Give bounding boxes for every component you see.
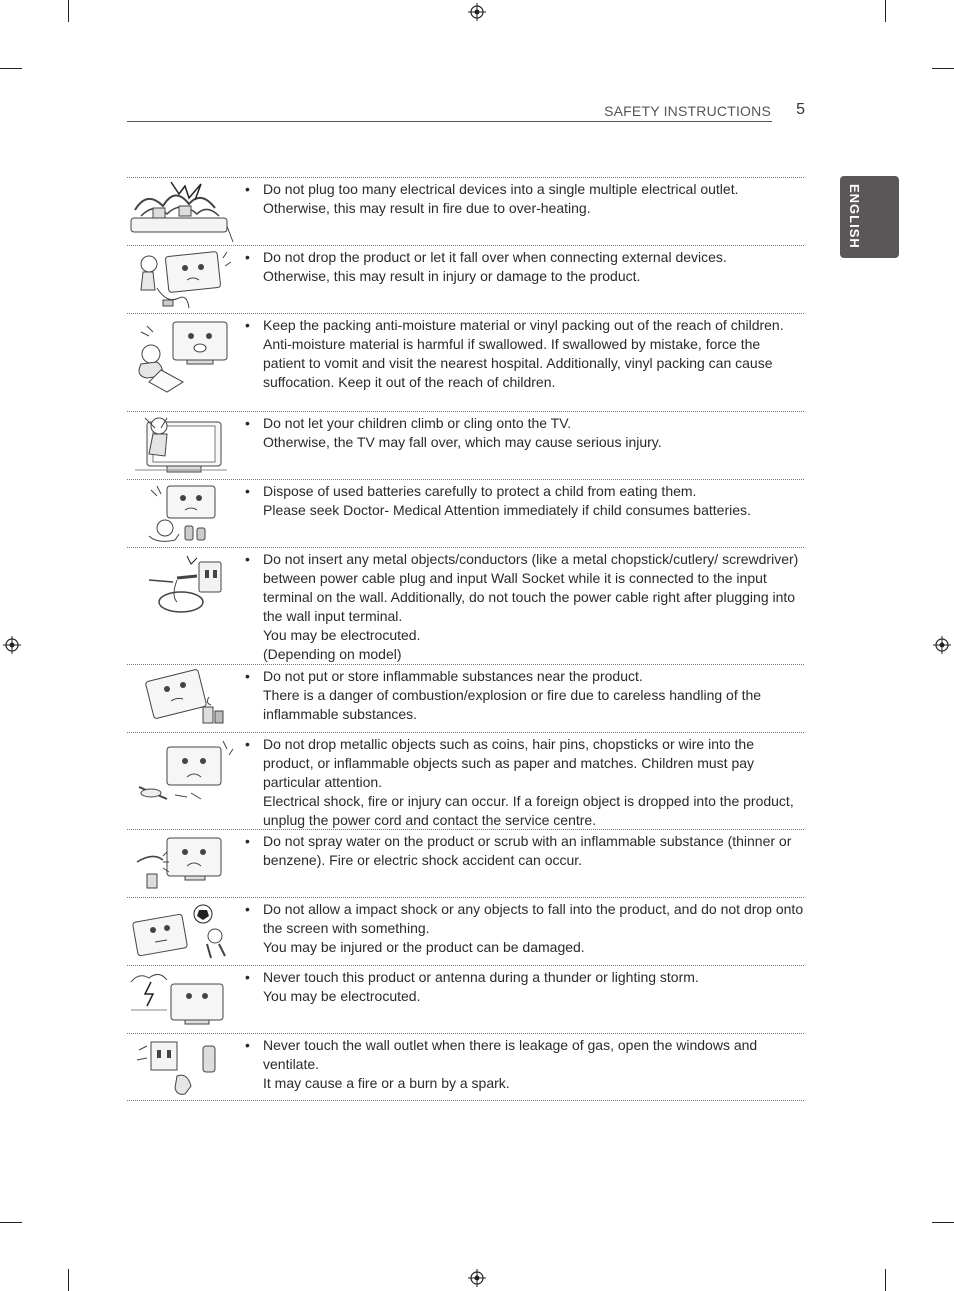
list-item	[127, 664, 804, 732]
metal-object-socket-icon	[127, 550, 234, 620]
bullet: •	[245, 1037, 250, 1053]
bullet: •	[245, 901, 250, 917]
instruction-line: Do not plug too many electrical devices into a single multiple electrical outlet.	[263, 181, 739, 197]
list-item	[127, 245, 804, 313]
list-item	[127, 829, 804, 897]
bullet: •	[245, 483, 250, 499]
instruction-line: Dispose of used batteries carefully to protect a child from eating them.	[263, 483, 697, 499]
list-item	[127, 965, 804, 1033]
list-item	[127, 547, 804, 664]
instruction-text	[245, 735, 805, 830]
child-batteries-icon	[127, 482, 234, 546]
instruction-line: Otherwise, the TV may fall over, which may cause serious injury.	[263, 434, 662, 450]
registration-mark-icon	[468, 3, 486, 21]
crop-mark	[932, 1222, 954, 1223]
registration-mark-icon	[933, 636, 951, 654]
instruction-line: Do not put or store inflammable substances near the product.	[263, 668, 643, 684]
bullet: •	[245, 668, 250, 684]
crop-mark	[885, 0, 886, 22]
crop-mark	[885, 1269, 886, 1291]
crop-mark	[0, 1222, 22, 1223]
flammable-substances-icon	[127, 667, 234, 731]
crop-mark	[0, 68, 22, 69]
list-item	[127, 479, 804, 547]
language-tab	[840, 176, 899, 258]
instruction-line: Do not drop the product or let it fall over when connecting external devices.	[263, 249, 727, 265]
thunderstorm-icon	[127, 968, 234, 1032]
instruction-line: Do not let your children climb or cling onto the TV.	[263, 415, 572, 431]
section-title: SAFETY INSTRUCTIONS	[604, 103, 771, 119]
list-item	[127, 897, 804, 965]
instruction-line: It may cause a fire or a burn by a spark.	[263, 1075, 510, 1091]
instruction-line: There is a danger of combustion/explosion or fire due to careless handling of the inflammable substances.	[263, 687, 762, 722]
page-number: 5	[796, 101, 805, 118]
instruction-line: Otherwise, this may result in fire due to over-heating.	[263, 200, 591, 216]
instruction-line: Do not drop metallic objects such as coins, hair pins, chopsticks or wire into the product, or inflammable objects such as paper and matches. Children must pay particular attention.	[263, 736, 755, 790]
instruction-text	[245, 550, 805, 664]
instruction-line: Do not allow a impact shock or any objects to fall into the product, and do not drop onto the screen with something.	[263, 901, 804, 936]
child-packing-material-icon	[127, 316, 234, 396]
instruction-line: (Depending on model)	[263, 646, 402, 662]
instruction-text	[245, 482, 805, 520]
instruction-line: Electrical shock, fire or injury can occur. If a foreign object is dropped into the product, unplug the power cord and contact the service centre.	[263, 793, 794, 828]
tv-falling-cable-icon	[127, 248, 234, 312]
metallic-objects-drop-icon	[127, 735, 234, 809]
registration-mark-icon	[3, 636, 21, 654]
instruction-text	[245, 968, 805, 1006]
safety-instructions-list	[127, 177, 804, 1101]
registration-mark-icon	[468, 1269, 486, 1287]
instruction-text	[245, 248, 805, 286]
instruction-line: You may be electrocuted.	[263, 627, 421, 643]
instruction-line: You may be electrocuted.	[263, 988, 421, 1004]
instruction-text	[245, 180, 805, 218]
language-tab-label: ENGLISH	[847, 184, 862, 249]
instruction-line: Please seek Doctor- Medical Attention immediately if child consumes batteries.	[263, 502, 751, 518]
gas-leak-outlet-icon	[127, 1036, 234, 1100]
bullet: •	[245, 181, 250, 197]
crop-mark	[932, 68, 954, 69]
instruction-line: Never touch the wall outlet when there is leakage of gas, open the windows and ventilate.	[263, 1037, 758, 1072]
instruction-text	[245, 316, 805, 392]
list-item	[127, 177, 804, 245]
impact-ball-icon	[127, 900, 234, 964]
crop-mark	[68, 0, 69, 22]
instruction-text	[245, 1036, 805, 1093]
instruction-line: Do not insert any metal objects/conductors (like a metal chopstick/cutlery/ screwdriver) between power cable plug and input Wall Socket while it is connected to the input terminal on the wall. Additionally, do not touch the power cable right after plugging into the wall input terminal.	[263, 551, 799, 624]
list-item	[127, 1033, 804, 1101]
instruction-text	[245, 414, 805, 452]
instruction-line: You may be injured or the product can be damaged.	[263, 939, 585, 955]
water-spray-icon	[127, 832, 234, 896]
instruction-text	[245, 900, 805, 957]
child-climbing-tv-icon	[127, 414, 234, 478]
instruction-line: Do not spray water on the product or scrub with an inflammable substance (thinner or benzene). Fire or electric shock accident can occur.	[263, 833, 792, 868]
bullet: •	[245, 415, 250, 431]
instruction-line: Keep the packing anti-moisture material or vinyl packing out of the reach of children.	[263, 317, 784, 333]
bullet: •	[245, 551, 250, 567]
instruction-line: Otherwise, this may result in injury or damage to the product.	[263, 268, 641, 284]
bullet: •	[245, 317, 250, 333]
bullet: •	[245, 736, 250, 752]
instruction-line: Anti-moisture material is harmful if swallowed. If swallowed by mistake, force the patient to vomit and visit the nearest hospital. Additionally, vinyl packing can cause suffocation. Keep it out of the reach of children.	[263, 336, 773, 390]
crop-mark	[68, 1269, 69, 1291]
list-item	[127, 732, 804, 829]
instruction-text	[245, 667, 805, 724]
header-rule	[127, 121, 772, 122]
list-item	[127, 411, 804, 479]
power-strip-overload-icon	[127, 180, 234, 244]
instruction-text	[245, 832, 805, 870]
list-item	[127, 313, 804, 411]
bullet: •	[245, 249, 250, 265]
bullet: •	[245, 833, 250, 849]
bullet: •	[245, 969, 250, 985]
instruction-line: Never touch this product or antenna during a thunder or lighting storm.	[263, 969, 699, 985]
